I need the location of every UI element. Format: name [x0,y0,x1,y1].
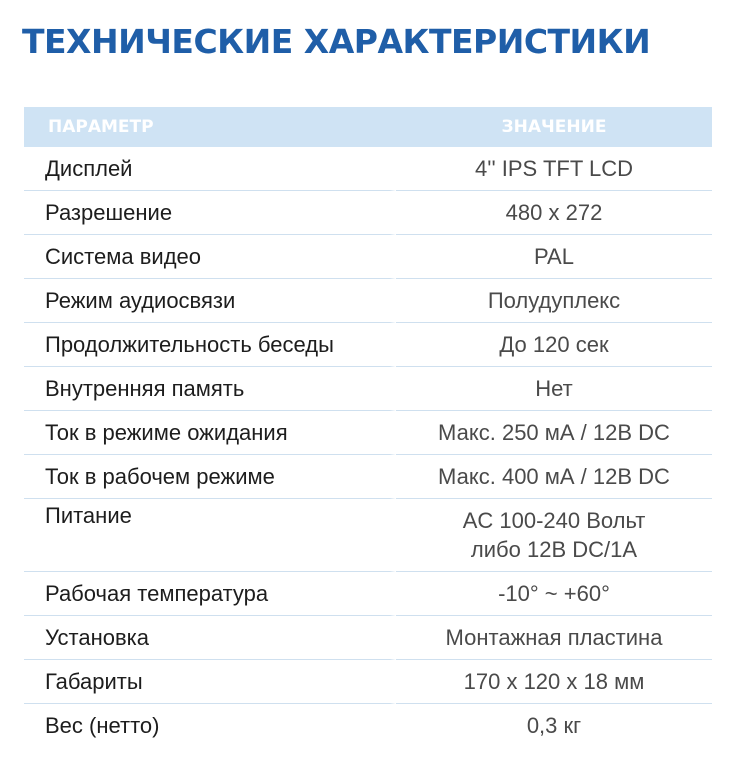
value-line: 480 x 272 [505,200,603,225]
value-cell [396,367,712,411]
table-row [24,660,712,704]
value-line: 0,3 кг [526,713,582,738]
value-line: либо 12В DC/1А [470,537,638,562]
column-header-param: ПАРАМЕТР [24,107,396,147]
value-line: -10° ~ +60° [498,581,610,606]
param-cell: Режим аудиосвязи [24,279,396,323]
table-header-row [24,107,712,147]
value-cell [396,704,712,747]
value-line: До 120 сек [499,332,609,357]
table-row [24,235,712,279]
param-cell: Ток в рабочем режиме [24,455,396,499]
value-cell [396,499,712,572]
value-cell [396,191,712,235]
value-line: Полудуплекс [487,288,621,313]
value-line: Макс. 250 мА / 12В DC [438,420,670,445]
table-row [24,455,712,499]
value-cell [396,572,712,616]
value-line: 170 x 120 x 18 мм [463,669,645,694]
param-cell: Габариты [24,660,396,704]
table-row [24,704,712,747]
table-row [24,616,712,660]
param-cell: Продолжительность беседы [24,323,396,367]
spec-table [24,107,712,747]
table-row [24,367,712,411]
param-cell: Установка [24,616,396,660]
table-row [24,191,712,235]
param-cell: Питание [24,499,396,572]
spec-table-body [24,147,712,747]
value-cell [396,455,712,499]
param-cell: Ток в режиме ожидания [24,411,396,455]
value-cell [396,147,712,191]
table-row [24,572,712,616]
value-cell [396,235,712,279]
value-line: AC 100-240 Вольт [462,508,646,533]
value-cell [396,616,712,660]
value-cell [396,660,712,704]
table-row [24,279,712,323]
param-cell: Вес (нетто) [24,704,396,747]
param-cell: Внутренняя память [24,367,396,411]
table-row [24,323,712,367]
table-row [24,499,712,572]
page-title: ТЕХНИЧЕСКИЕ ХАРАКТЕРИСТИКИ [22,22,651,61]
value-line: Макс. 400 мА / 12В DC [438,464,670,489]
param-cell: Разрешение [24,191,396,235]
value-cell [396,323,712,367]
column-header-value: ЗНАЧЕНИЕ [396,107,712,147]
value-cell [396,411,712,455]
param-cell: Система видео [24,235,396,279]
value-cell [396,279,712,323]
value-line: PAL [534,244,574,269]
param-cell: Дисплей [24,147,396,191]
table-row [24,147,712,191]
value-line: Нет [535,376,573,401]
param-cell: Рабочая температура [24,572,396,616]
table-row [24,411,712,455]
value-line: 4'' IPS TFT LCD [475,156,633,181]
value-line: Монтажная пластина [445,625,663,650]
